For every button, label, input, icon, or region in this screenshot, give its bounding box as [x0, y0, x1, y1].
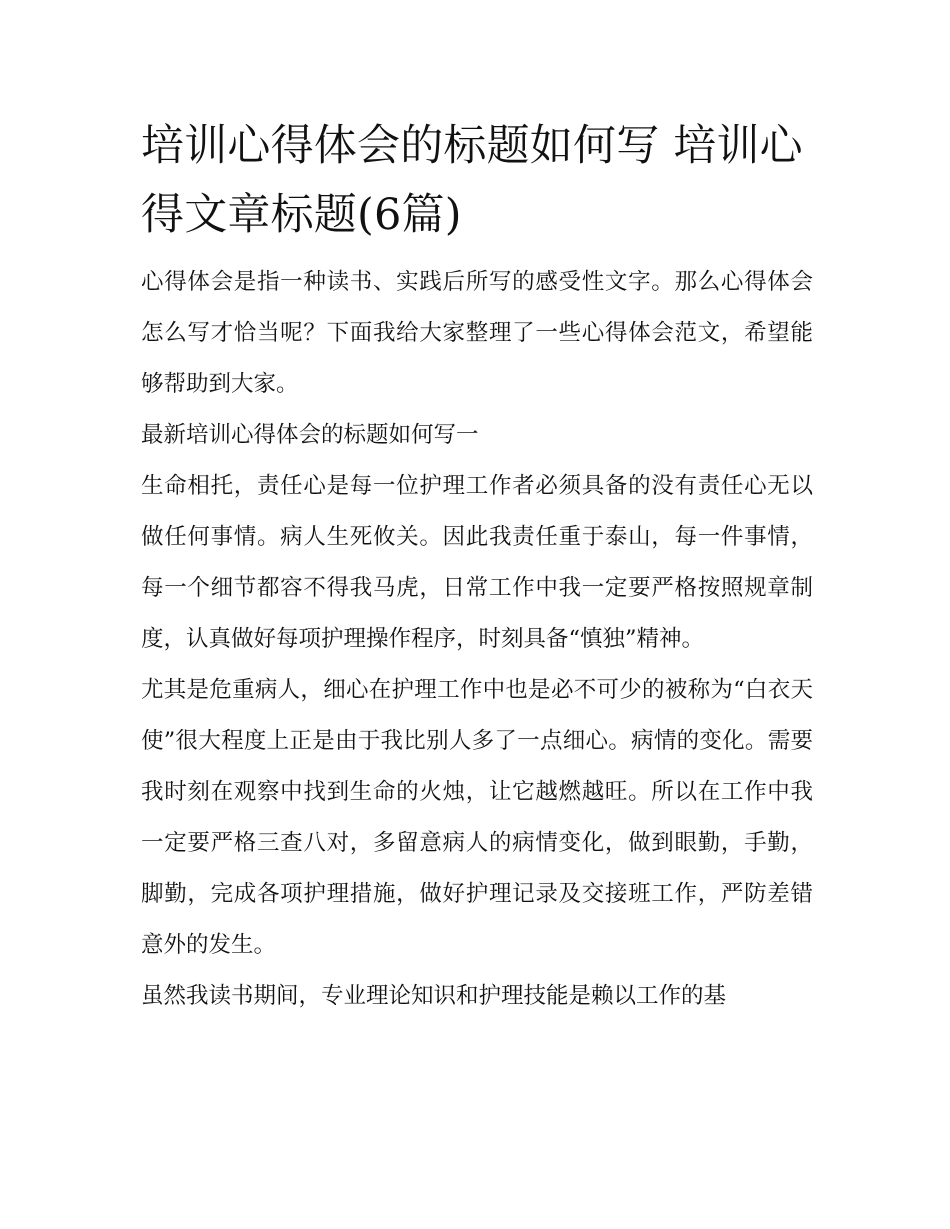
body-paragraph-carefulness: 尤其是危重病人，细心在护理工作中也是必不可少的被称为“白衣天使”很大程度上正是由于我比别人多了一点细心。病情的变化。需要我时刻在观察中找到生命的火烛，让它越燃越旺。所以在工作中我一定要严格三查八对，多留意病人的病情变化，做到眼勤，手勤，脚勤，完成各项护理措施，做好护理记录及交接班工作，严防差错意外的发生。 [141, 677, 813, 958]
body-paragraph-study: 虽然我读书期间，专业理论知识和护理技能是赖以工作的基 [141, 983, 727, 1009]
section-heading: 最新培训心得体会的标题如何写一 [141, 422, 479, 448]
intro-paragraph: 心得体会是指一种读书、实践后所写的感受性文字。那么心得体会怎么写才恰当呢？下面我给大家整理了一些心得体会范文，希望能够帮助到大家。 [141, 269, 813, 397]
document-body [141, 112, 813, 1022]
document-title: 培训心得体会的标题如何写 培训心得文章标题(6篇) [141, 121, 803, 240]
body-paragraph-responsibility: 生命相托，责任心是每一位护理工作者必须具备的没有责任心无以做任何事情。病人生死攸关。因此我责任重于泰山，每一件事情，每一个细节都容不得我马虎，日常工作中我一定要严格按照规章制度，认真做好每项护理操作程序，时刻具备“慎独”精神。 [141, 473, 813, 652]
